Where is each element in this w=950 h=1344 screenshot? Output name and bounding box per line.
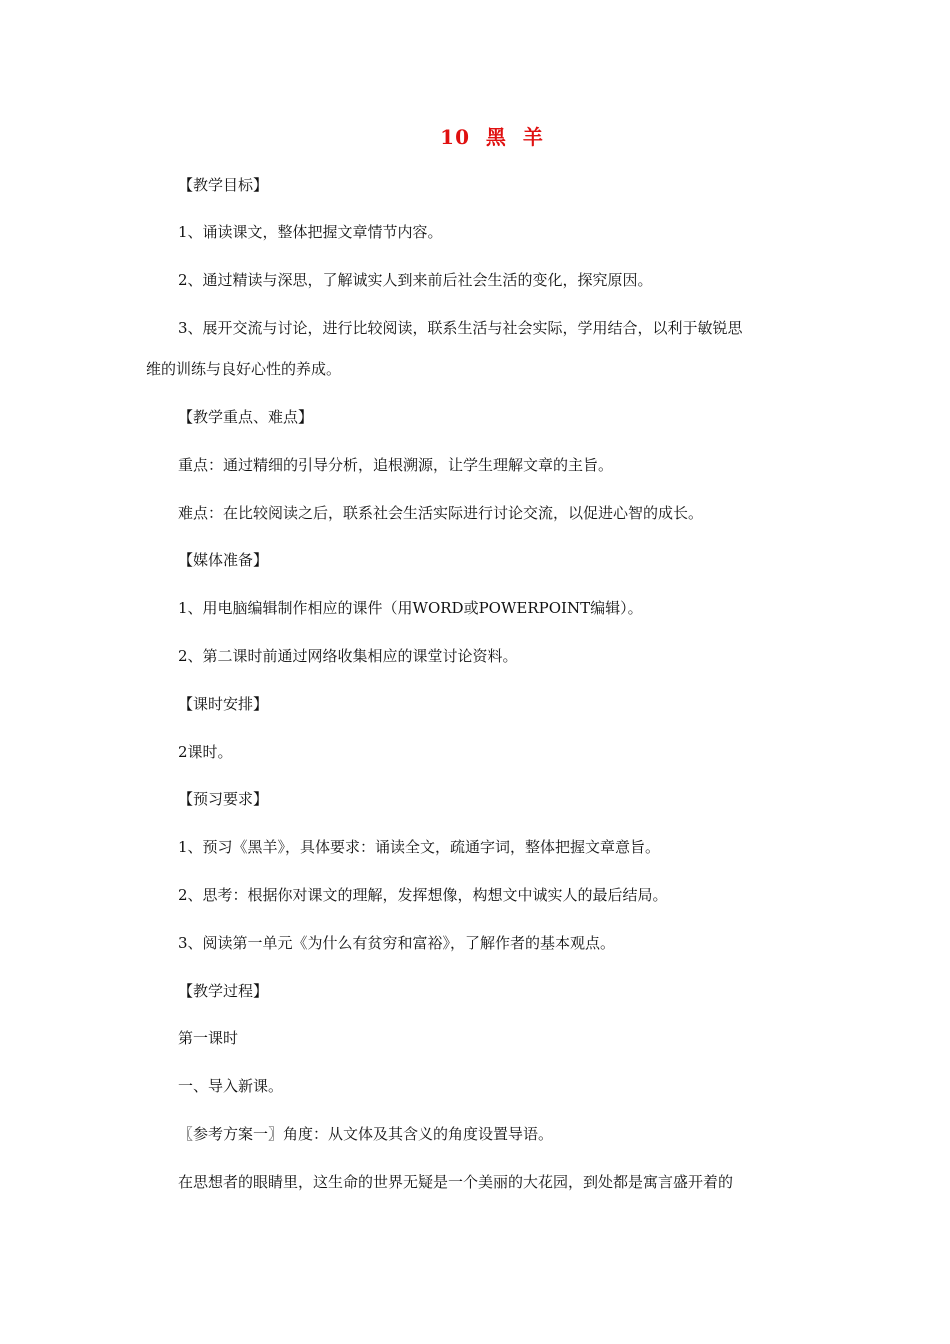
difficult-point-item: 难点：在比较阅读之后，联系社会生活实际进行讨论交流，以促进心智的成长。 (178, 504, 704, 522)
objective-item: 2、通过精读与深思，了解诚实人到来前后社会生活的变化，探究原因。 (178, 271, 653, 289)
objective-item-continuation: 维的训练与良好心性的养成。 (146, 360, 342, 378)
objective-item: 1、诵读课文，整体把握文章情节内容。 (178, 223, 443, 241)
section-heading-objectives: 【教学目标】 (178, 176, 269, 194)
section-heading-process: 【教学过程】 (178, 982, 269, 1000)
section-heading-media: 【媒体准备】 (178, 551, 269, 569)
preview-item: 1、预习《黑羊》，具体要求：诵读全文，疏通字词，整体把握文章意旨。 (178, 838, 661, 856)
document-title: 10 黑 羊 (440, 125, 544, 149)
objective-item: 3、展开交流与讨论，进行比较阅读，联系生活与社会实际，学用结合，以利于敏锐思 (178, 319, 743, 337)
section-heading-schedule: 【课时安排】 (178, 695, 269, 713)
plan-heading: 〖参考方案一〗角度：从文体及其含义的角度设置导语。 (178, 1125, 554, 1143)
key-point-item: 重点：通过精细的引导分析，追根溯源，让学生理解文章的主旨。 (178, 456, 614, 474)
body-paragraph: 在思想者的眼睛里，这生命的世界无疑是一个美丽的大花园，到处都是寓言盛开着的 (178, 1173, 734, 1191)
media-item: 1、用电脑编辑制作相应的课件（用WORD或POWERPOINT编辑）。 (178, 599, 643, 617)
schedule-text: 2课时。 (178, 743, 233, 761)
preview-item: 2、思考：根据你对课文的理解，发挥想像，构想文中诚实人的最后结局。 (178, 886, 668, 904)
step-heading: 一、导入新课。 (178, 1077, 284, 1095)
preview-item: 3、阅读第一单元《为什么有贫穷和富裕》，了解作者的基本观点。 (178, 934, 616, 952)
lesson-heading: 第一课时 (178, 1029, 239, 1047)
section-heading-key-points: 【教学重点、难点】 (178, 408, 314, 426)
section-heading-preview: 【预习要求】 (178, 790, 269, 808)
media-item: 2、第二课时前通过网络收集相应的课堂讨论资料。 (178, 647, 518, 665)
